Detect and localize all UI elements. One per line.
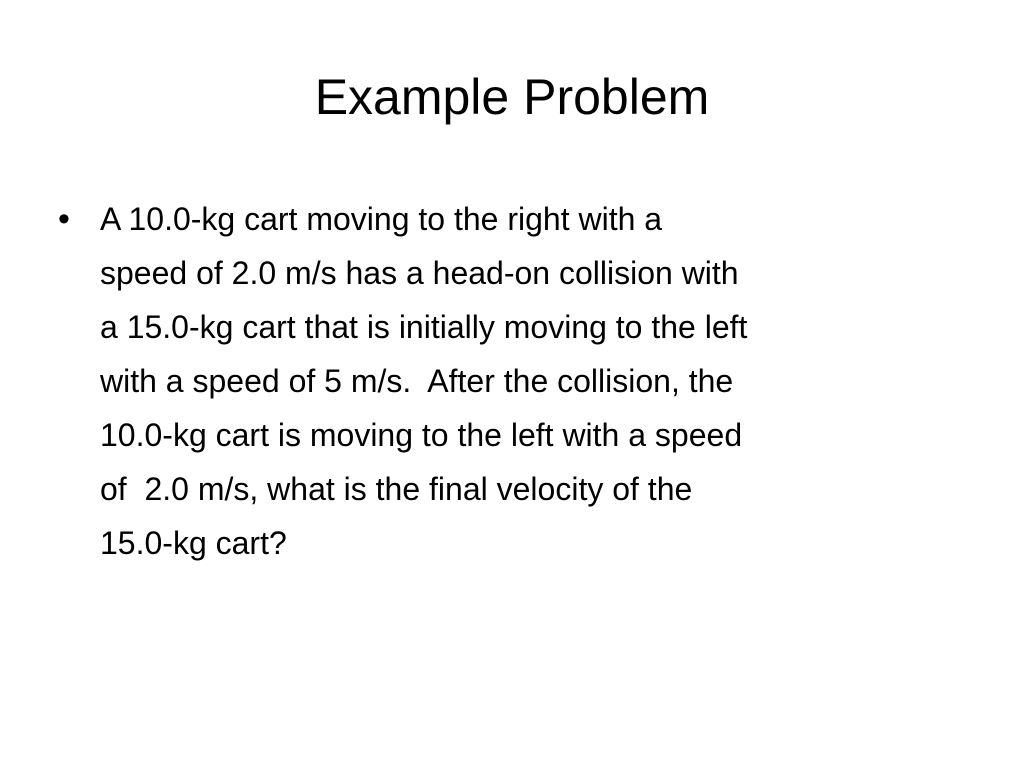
problem-text-line-3: a 15.0-kg cart that is initially moving to the left: [100, 309, 748, 345]
problem-text-line-7: 15.0-kg cart?: [100, 525, 287, 561]
slide-title: Example Problem: [314, 69, 710, 125]
bullet-icon: •: [58, 200, 70, 238]
bullet-item: [58, 192, 978, 570]
bullet-list: [58, 192, 978, 570]
problem-text-line-6: of 2.0 m/s, what is the final velocity of the: [100, 471, 693, 507]
problem-text-line-4: with a speed of 5 m/s. After the collision, the: [100, 363, 734, 399]
problem-text-line-5: 10.0-kg cart is moving to the left with a speed: [100, 417, 743, 453]
problem-text-line-2: speed of 2.0 m/s has a head-on collision with: [100, 255, 739, 291]
problem-text-line-1: A 10.0-kg cart moving to the right with a: [100, 201, 663, 237]
